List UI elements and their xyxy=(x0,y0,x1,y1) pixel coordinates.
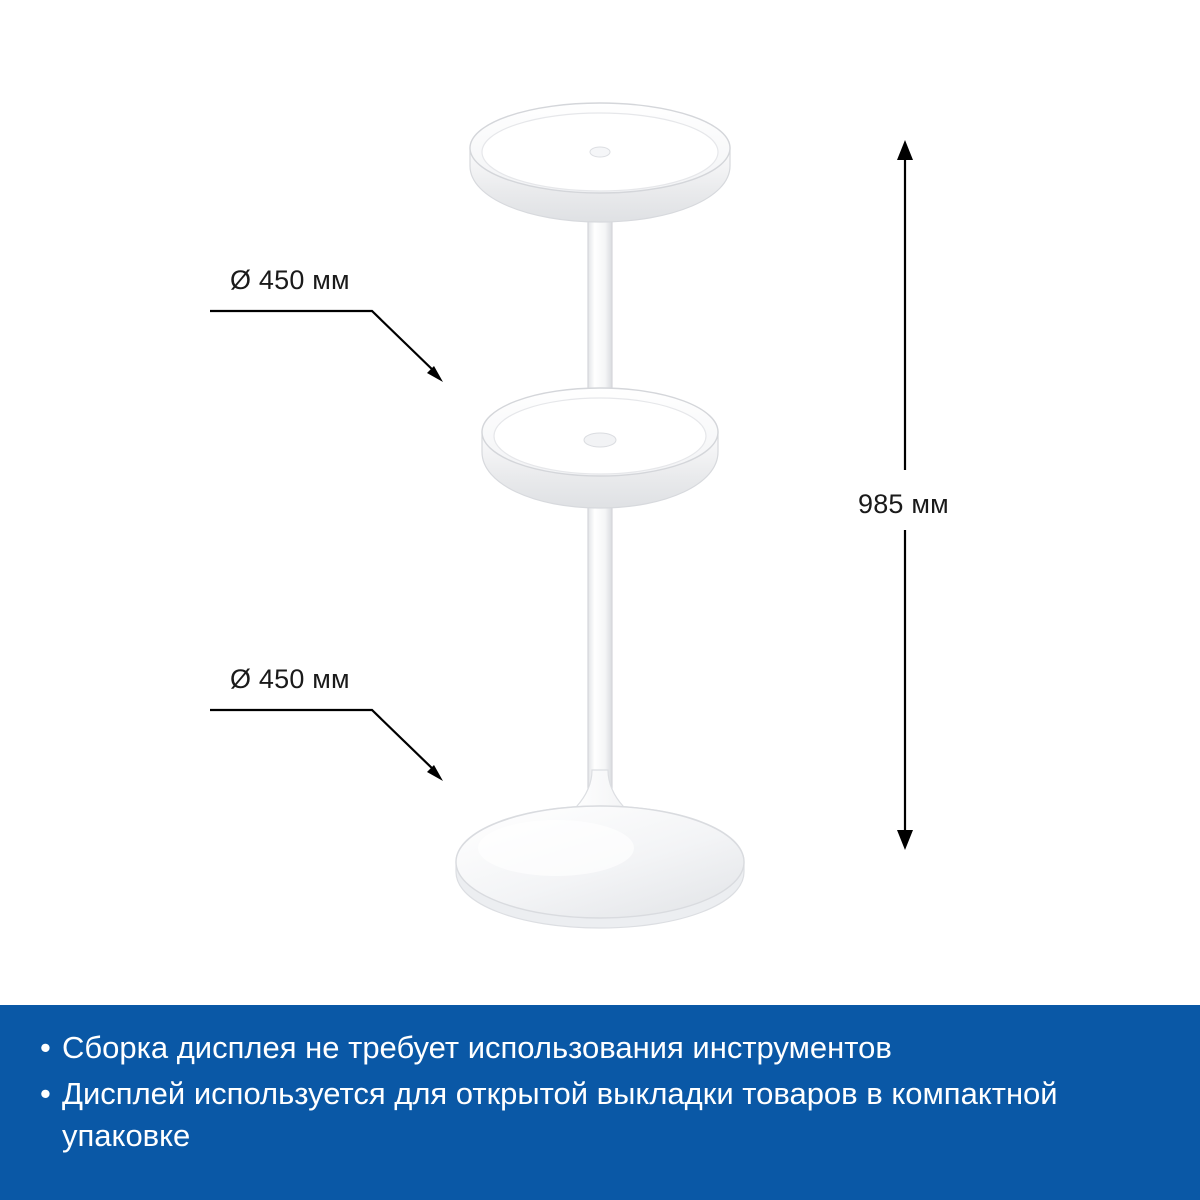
list-item xyxy=(40,1073,1160,1157)
leader-line-top-diameter xyxy=(210,311,443,382)
list-item xyxy=(40,1027,1160,1069)
top-tray xyxy=(470,103,730,222)
dimension-label-total-height: 985 мм xyxy=(858,489,949,519)
feature-footer-banner xyxy=(0,1005,1200,1200)
feature-text: Сборка дисплея не требует использования инструментов xyxy=(62,1030,892,1065)
dimension-label-top-diameter: Ø 450 мм xyxy=(230,265,350,295)
feature-text: Дисплей используется для открытой выкладки товаров в компактной упаковке xyxy=(62,1076,1058,1153)
bullet-icon: • xyxy=(40,1076,51,1111)
dimension-label-base-diameter: Ø 450 мм xyxy=(230,664,350,694)
middle-tray xyxy=(482,388,718,508)
bullet-icon: • xyxy=(40,1030,51,1065)
base-assembly xyxy=(456,770,744,928)
leader-line-base-diameter xyxy=(210,710,443,781)
feature-list xyxy=(40,1027,1160,1157)
